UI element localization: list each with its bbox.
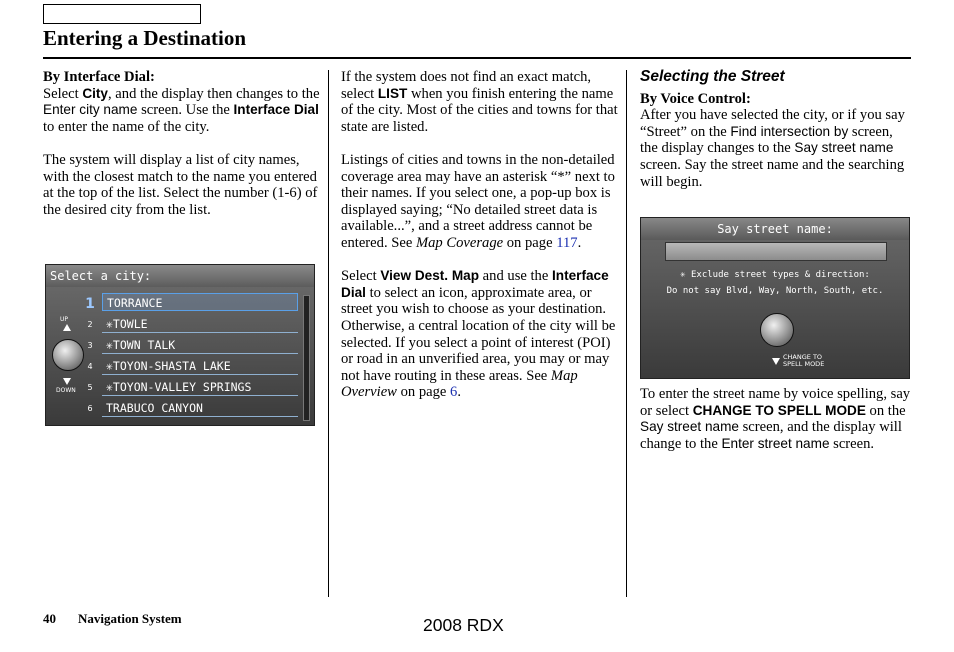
scrollbar <box>303 295 310 421</box>
interface-dial-knob-icon <box>52 339 84 371</box>
up-label: UP <box>60 316 69 323</box>
city-row: ✳TOYON-SHASTA LAKE <box>102 357 298 375</box>
column-3-bottom <box>640 386 912 452</box>
header-tab-box <box>43 4 201 24</box>
paragraph-2: The system will display a list of city names, with the closest match to the name you entered at the top of the list. Select the number (1-6) of the desired city from the list. <box>43 151 318 218</box>
title-rule <box>43 57 911 59</box>
footer-section: Navigation System <box>78 611 182 626</box>
page-title: Entering a Destination <box>43 26 247 50</box>
down-arrow-icon <box>63 378 71 385</box>
paragraph-voice: After you have selected the city, or if you say “Street” on the Find intersection by screen, the display changes to the Say street name screen. Say the street name and the searching will begin. <box>640 107 905 190</box>
page-number: 40 <box>43 611 56 626</box>
row-number: 5 <box>87 383 93 392</box>
column-divider-2 <box>626 70 627 597</box>
paragraph-view-dest: Select View Dest. Map and use the Interface Dial to select an icon, approximate area, or street you wish to choose as your destination. Otherwise, a central location of the city will be selected. If you select a point of interest (POI) or road in an unverified area, you may or may not have routing in these areas. See Map Overview on page 6. <box>341 268 616 401</box>
change-to-spell-mode-label: CHANGE TO SPELL MODE <box>783 353 825 368</box>
city-row: TRABUCO CANYON <box>102 399 298 417</box>
page-link-6[interactable]: 6 <box>450 384 458 401</box>
column-divider-1 <box>328 70 329 597</box>
footer-model: 2008 RDX <box>423 615 504 635</box>
select-city-header: Select a city: <box>46 265 314 287</box>
down-label: DOWN <box>56 387 76 394</box>
paragraph-spell: To enter the street name by voice spelling, say or select CHANGE TO SPELL MODE on the Say street name screen, and the display will change to the Enter street name screen. <box>640 386 911 452</box>
section-heading: Selecting the Street <box>640 68 785 85</box>
exclude-note: ✳ Exclude street types & direction: <box>680 270 870 280</box>
select-city-screen <box>45 264 315 426</box>
city-row: ✳TOWN TALK <box>102 336 298 354</box>
paragraph-asterisk: Listings of cities and towns in the non-detailed coverage area may have an asterisk “*” next to their names. If you select one, a pop-up box is displayed saying; “No detailed street data is available...”, and a street address cannot be entered. See Map Coverage on page 117. <box>341 151 615 251</box>
city-row: ✳TOWLE <box>102 315 298 333</box>
row-number: 4 <box>87 362 93 371</box>
do-not-say-note: Do not say Blvd, Way, North, South, etc. <box>666 286 884 296</box>
row-number: 6 <box>87 404 93 413</box>
paragraph-1: Select City, and the display then changes to the Enter city name screen. Use the Interface Dial to enter the name of the city. <box>43 85 320 135</box>
column-3 <box>640 69 912 190</box>
row-number: 3 <box>87 341 93 350</box>
interface-dial-knob-icon <box>760 313 794 347</box>
paragraph-list: If the system does not find an exact match, select LIST when you finish entering the name of the city. Most of the cities and towns for that state are listed. <box>341 69 618 135</box>
say-street-name-screen <box>640 217 910 379</box>
interface-dial-heading: By Interface Dial: <box>43 69 155 85</box>
row-number: 1 <box>85 296 95 312</box>
column-2 <box>341 69 619 401</box>
city-row: ✳TOYON-VALLEY SPRINGS <box>102 378 298 396</box>
page-link-117[interactable]: 117 <box>556 234 578 251</box>
city-row: TORRANCE <box>102 293 298 311</box>
row-number: 2 <box>87 320 93 329</box>
up-arrow-icon <box>63 324 71 331</box>
say-street-header: Say street name: <box>641 218 909 240</box>
column-1 <box>43 69 321 218</box>
street-name-field <box>665 242 887 261</box>
voice-control-heading: By Voice Control: <box>640 90 751 107</box>
down-arrow-icon <box>772 358 780 365</box>
